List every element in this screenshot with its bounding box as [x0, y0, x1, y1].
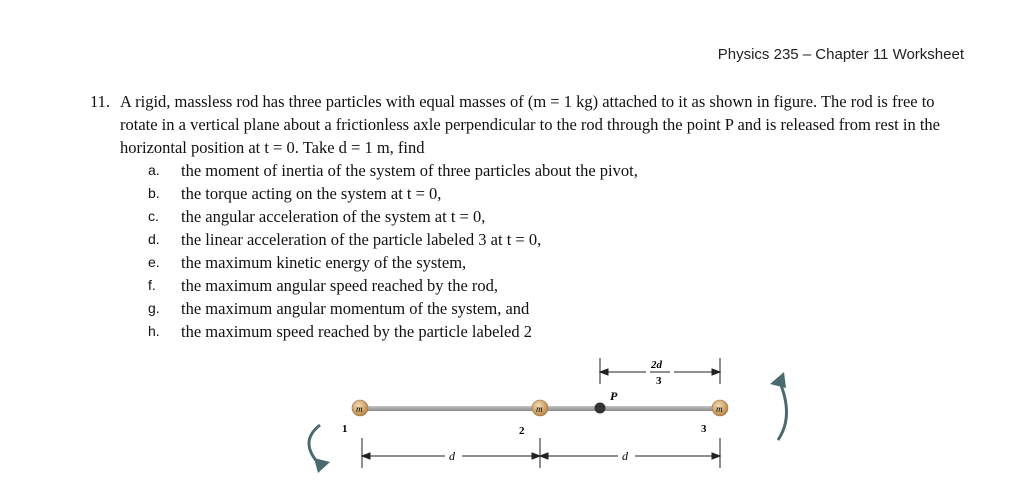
problem-number: 11. [90, 92, 111, 111]
sub-question-label: h. [148, 323, 160, 339]
sub-question-label: e. [148, 254, 160, 270]
sub-question-text: the maximum angular speed reached by the rod, [181, 276, 499, 295]
sub-question-c [148, 205, 970, 228]
sub-question-text: the maximum speed reached by the particle labeled 2 [181, 322, 532, 341]
sub-question-label: b. [148, 185, 160, 201]
dimension-d-left: d [449, 449, 455, 463]
dimension-d-right: d [622, 449, 628, 463]
sub-question-label: f. [148, 277, 156, 293]
sub-question-text: the linear acceleration of the particle labeled 3 at t = 0, [181, 230, 542, 249]
particle-1 [352, 400, 368, 416]
pivot-point [595, 403, 606, 414]
sub-question-a [148, 159, 970, 182]
sub-question-h [148, 320, 970, 343]
problem-stem: A rigid, massless rod has three particles with equal masses of (m = 1 kg) attached to it as shown in figure. The rod is free to rotate in a vertical plane about a frictionless axle perpendicular to the rod through the point P and is released from rest in the horizontal position at t = 0. Take d = 1 m, find [120, 92, 940, 157]
particle-3-label: 3 [701, 423, 707, 435]
mass-label: m [536, 404, 543, 414]
sub-question-label: c. [148, 208, 159, 224]
sub-question-b [148, 182, 970, 205]
dimension-2d-denominator: 3 [656, 375, 662, 387]
rod-figure [290, 350, 810, 490]
particle-1-label: 1 [342, 423, 348, 435]
sub-question-label: d. [148, 231, 160, 247]
dimension-line-lower [362, 438, 720, 468]
sub-question-text: the maximum kinetic energy of the system, [181, 253, 467, 272]
sub-question-text: the angular acceleration of the system at t = 0, [181, 207, 486, 226]
sub-question-label: g. [148, 300, 160, 316]
worksheet-header: Physics 235 – Chapter 11 Worksheet [717, 46, 964, 63]
rotation-arrow-right [770, 372, 787, 440]
sub-question-text: the moment of inertia of the system of three particles about the pivot, [181, 161, 638, 180]
mass-label: m [716, 404, 723, 414]
problem-11 [90, 90, 970, 343]
dimension-2d-numerator: 2d [651, 359, 662, 371]
sub-question-f [148, 274, 970, 297]
sub-question-text: the torque acting on the system at t = 0, [181, 184, 442, 203]
particle-2 [532, 400, 548, 416]
pivot-label: P [610, 389, 618, 403]
rotation-arrow-left [309, 425, 330, 473]
sub-question-g [148, 297, 970, 320]
sub-question-d [148, 228, 970, 251]
sub-question-label: a. [148, 162, 160, 178]
particle-3 [712, 400, 728, 416]
sub-question-list [148, 159, 970, 343]
sub-question-text: the maximum angular momentum of the system, and [181, 299, 530, 318]
particle-2-label: 2 [519, 425, 525, 437]
sub-question-e [148, 251, 970, 274]
mass-label: m [356, 404, 363, 414]
